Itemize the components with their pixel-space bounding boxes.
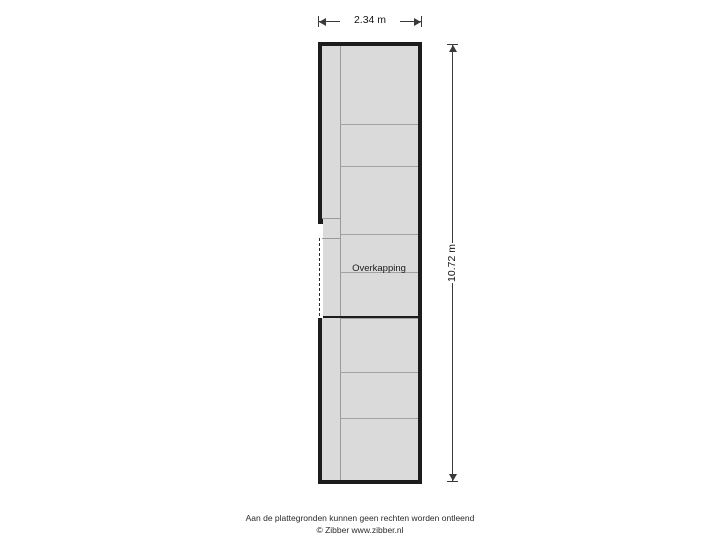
- footer-credits: [0, 512, 720, 536]
- room-label-overkapping: Overkapping: [352, 263, 406, 274]
- dimension-width-label: 2.34 m: [340, 14, 400, 26]
- dimension-length: [440, 44, 466, 482]
- floor-division-line: [340, 166, 418, 167]
- footer-copyright: © Zibber www.zibber.nl: [316, 525, 404, 535]
- dimension-length-label-wrap: [430, 233, 474, 293]
- wall-tick: [322, 238, 340, 239]
- wall-segment-horizontal: [322, 316, 418, 318]
- dimension-width-arrow-right-icon: [414, 18, 421, 26]
- floor-division-line: [340, 372, 418, 373]
- floor-division-line: [340, 418, 418, 419]
- floor-division-line: [340, 234, 418, 235]
- wall-tick: [322, 218, 340, 219]
- dimension-length-arrow-bottom-icon: [449, 474, 457, 481]
- floorplan-drawing: [318, 42, 422, 484]
- dimension-width: [318, 10, 422, 32]
- floor-division-line: [340, 124, 418, 125]
- dimension-width-arrow-left-icon: [319, 18, 326, 26]
- dimension-width-cap-right: [421, 16, 422, 27]
- opening-dashed-line: [319, 238, 320, 316]
- footer-disclaimer: Aan de plattegronden kunnen geen rechten worden ontleend: [245, 513, 475, 523]
- dimension-length-label: 10.72 m: [445, 244, 458, 282]
- dimension-length-cap-bottom: [447, 481, 458, 482]
- dimension-length-arrow-top-icon: [449, 45, 457, 52]
- floor-division-line: [340, 318, 418, 319]
